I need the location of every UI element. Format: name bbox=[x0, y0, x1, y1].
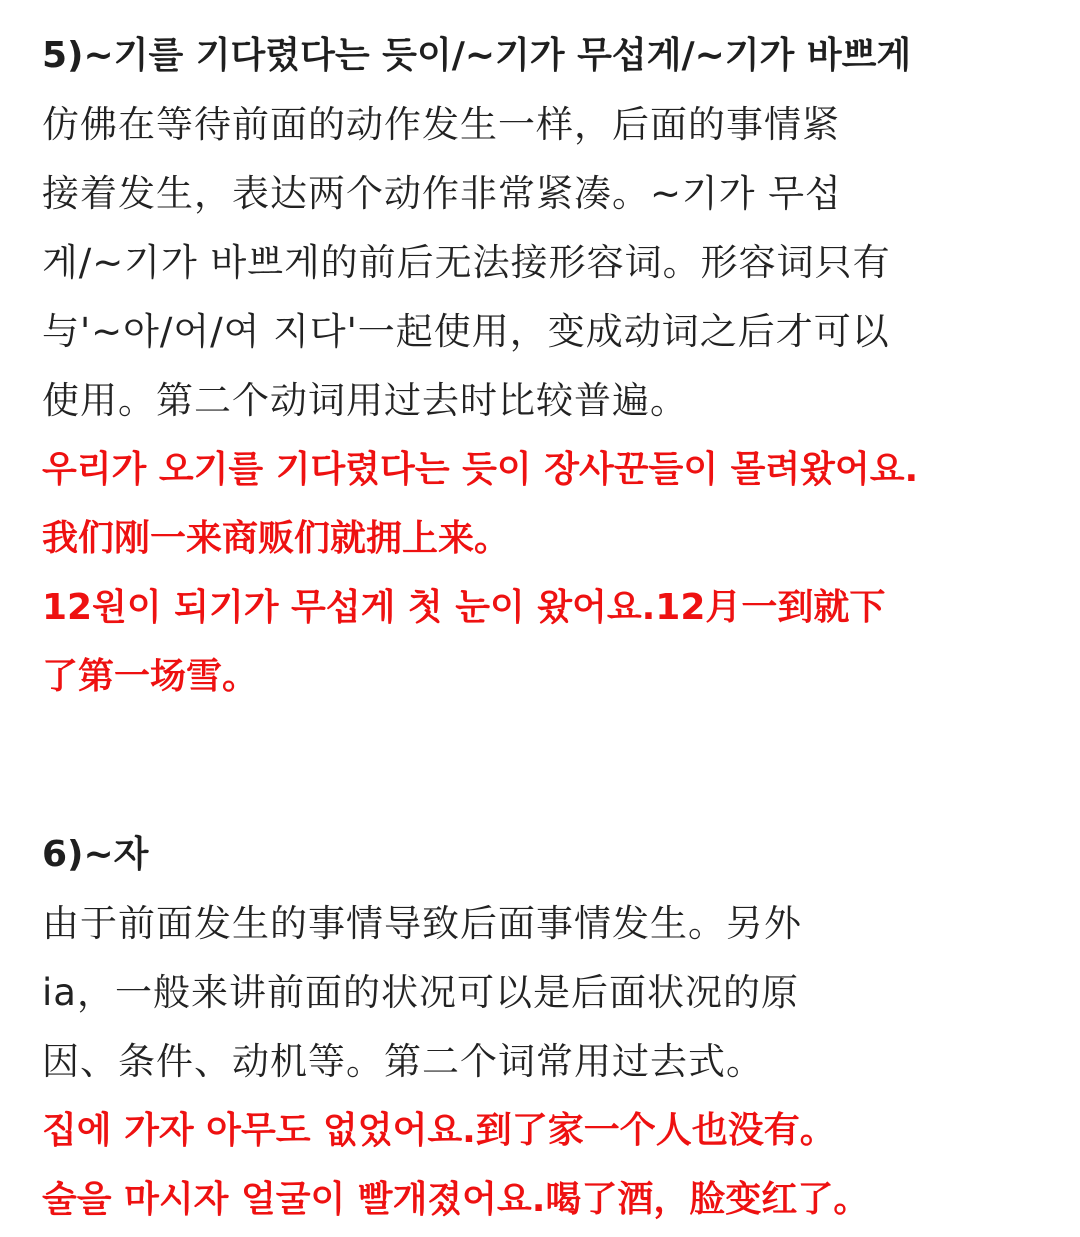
description-line: 由于前面发生的事情导致后面事情发生。另外 bbox=[42, 902, 802, 945]
example-sentence bbox=[42, 1096, 1040, 1165]
section-5 bbox=[42, 22, 1040, 711]
example-sentence bbox=[42, 435, 1040, 573]
description-line: 因、条件、动机等。第二个词常用过去式。 bbox=[42, 1040, 764, 1083]
example-sentence bbox=[42, 1165, 1040, 1234]
example-line: 술을 마시자 얼굴이 빨개졌어요.喝了酒，脸变红了。 bbox=[42, 1179, 870, 1220]
example-line: 12원이 되기가 무섭게 첫 눈이 왔어요.12月一到就下 bbox=[42, 587, 886, 628]
example-line: 我们刚一来商贩们就拥上来。 bbox=[42, 518, 511, 559]
description-line: 使用。第二个动词用过去时比较普遍。 bbox=[42, 379, 688, 422]
description-line: 仿佛在等待前面的动作发生一样，后面的事情紧 bbox=[42, 103, 840, 146]
description-line: 与'~아/어/여 지다'一起使用，变成动词之后才可以 bbox=[42, 310, 890, 353]
example-sentence bbox=[42, 573, 1040, 711]
section-6 bbox=[42, 821, 1040, 1234]
section-heading: 5)~기를 기다렸다는 듯이/~기가 무섭게/~기가 바쁘게 bbox=[42, 35, 912, 76]
section-spacer bbox=[42, 711, 1040, 821]
section-description bbox=[42, 90, 1040, 435]
section-heading: 6)~자 bbox=[42, 834, 149, 875]
section-description bbox=[42, 889, 1040, 1096]
example-line: 우리가 오기를 기다렸다는 듯이 장사꾼들이 몰려왔어요. bbox=[42, 449, 919, 490]
example-line: 了第一场雪。 bbox=[42, 656, 259, 697]
description-line: 接着发生，表达两个动作非常紧凑。~기가 무섭 bbox=[42, 172, 842, 215]
description-line: ia，一般来讲前面的状况可以是后面状况的原 bbox=[42, 971, 799, 1014]
description-line: 게/~기가 바쁘게的前后无法接形容词。形容词只有 bbox=[42, 241, 891, 284]
example-line: 집에 가자 아무도 없었어요.到了家一个人也没有。 bbox=[42, 1110, 836, 1151]
